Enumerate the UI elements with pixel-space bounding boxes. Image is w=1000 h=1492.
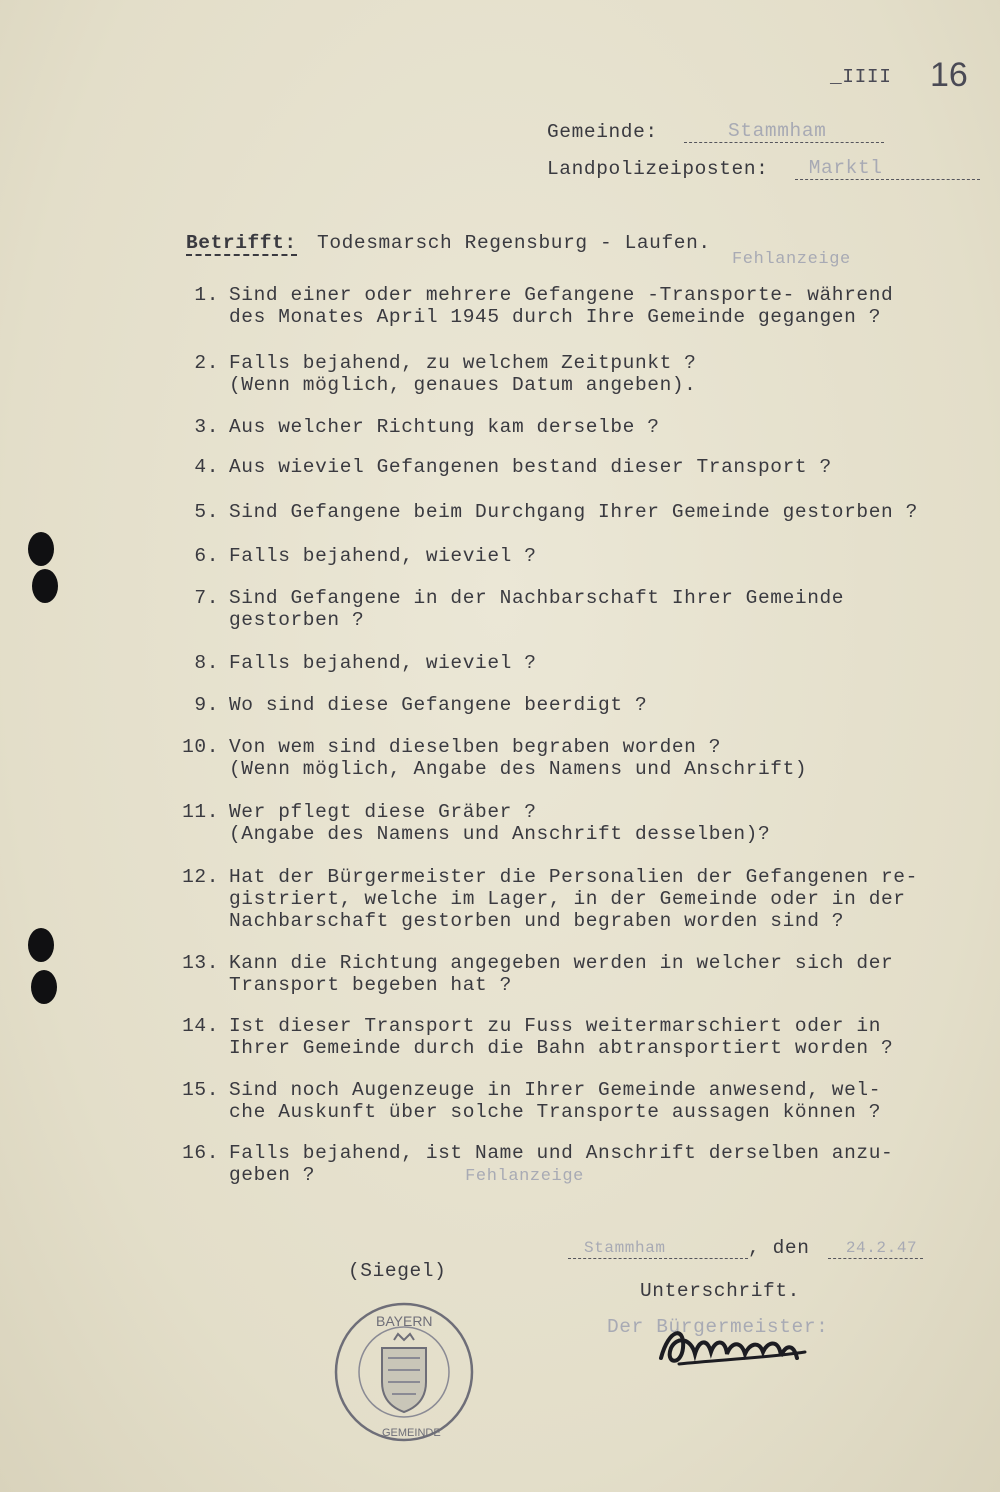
question-7: 7. Sind Gefangene in der Nachbarschaft Ihrer Gemeinde gestorben ?: [194, 587, 845, 631]
question-14: 14. Ist dieser Transport zu Fuss weitermarschiert oder in Ihrer Gemeinde durch die Bahn abtransportiert worden ?: [182, 1015, 894, 1059]
question-12: 12. Hat der Bürgermeister die Personalien der Gefangenen re- gistriert, welche im Lager, in der Gemeinde oder in der Nachbarschaft gestorben und begraben worden sind ?: [182, 866, 918, 932]
den-label: , den: [748, 1237, 810, 1259]
question-13: 13. Kann die Richtung angegeben werden in welcher sich der Transport begeben hat ?: [182, 952, 894, 996]
date-value: 24.2.47: [845, 1239, 918, 1257]
punch-hole-2: [32, 569, 58, 603]
seal-text-2: GEMEINDE: [382, 1427, 441, 1439]
place-field: [568, 1236, 748, 1259]
subject-label: Betrifft:: [186, 232, 297, 254]
punch-hole-4: [31, 970, 57, 1004]
handwritten-signature: [655, 1318, 815, 1383]
gemeinde-value: Stammham: [728, 120, 827, 142]
question-5: 5. Sind Gefangene beim Durchgang Ihrer Gemeinde gestorben ?: [194, 501, 918, 523]
posten-field: [795, 157, 980, 180]
place-date-row: [568, 1236, 923, 1259]
question-10: 10. Von wem sind dieselben begraben worden ? (Wenn möglich, Angabe des Namens und Anschrift): [182, 736, 808, 780]
posten-label: Landpolizeiposten:: [547, 158, 769, 180]
q16-stamp: Fehlanzeige: [465, 1167, 584, 1186]
question-1: 1. Sind einer oder mehrere Gefangene -Transporte- während des Monates April 1945 durch Ihre Gemeinde gegangen ?: [194, 284, 894, 328]
punch-hole-3: [28, 928, 54, 962]
subject-text: Todesmarsch Regensburg - Laufen.: [317, 232, 711, 254]
page-mark: _IIII: [830, 66, 892, 88]
date-field: [828, 1236, 923, 1259]
question-4: 4. Aus wieviel Gefangenen bestand dieser Transport ?: [194, 456, 832, 478]
official-seal: [332, 1300, 477, 1445]
posten-value: Marktl: [808, 157, 883, 179]
posten-row: [547, 157, 980, 180]
page-number: 16: [930, 56, 968, 94]
subject-row: [186, 232, 711, 254]
punch-hole-1: [28, 532, 54, 566]
gemeinde-row: [547, 120, 884, 143]
question-16: 16. Falls bejahend, ist Name und Anschrift derselben anzu- geben ? Fehlanzeige: [182, 1142, 894, 1186]
question-11: 11. Wer pflegt diese Gräber ? (Angabe des Namens und Anschrift desselben)?: [182, 801, 771, 845]
unterschrift-label: Unterschrift.: [640, 1280, 800, 1302]
gemeinde-field: [684, 120, 884, 143]
question-15: 15. Sind noch Augenzeuge in Ihrer Gemeinde anwesend, wel- che Auskunft über solche Transporte aussagen können ?: [182, 1079, 882, 1123]
question-3: 3. Aus welcher Richtung kam derselbe ?: [194, 416, 660, 438]
question-8: 8. Falls bejahend, wieviel ?: [194, 652, 537, 674]
seal-text: BAYERN: [376, 1313, 433, 1329]
question-6: 6. Falls bejahend, wieviel ?: [194, 545, 537, 567]
siegel-label: (Siegel): [348, 1260, 447, 1282]
gemeinde-label: Gemeinde:: [547, 121, 658, 143]
signer-title: Der Bürgermeister:: [607, 1316, 829, 1338]
subject-stamp: Fehlanzeige: [732, 250, 851, 269]
question-2: 2. Falls bejahend, zu welchem Zeitpunkt ? (Wenn möglich, genaues Datum angeben).: [194, 352, 697, 396]
question-9: 9. Wo sind diese Gefangene beerdigt ?: [194, 694, 648, 716]
place-value: Stammham: [584, 1239, 666, 1257]
